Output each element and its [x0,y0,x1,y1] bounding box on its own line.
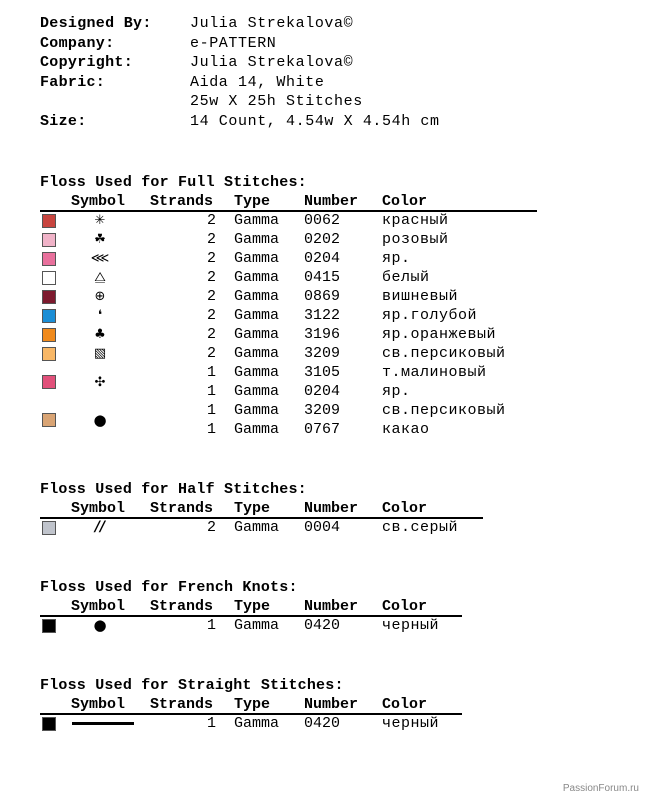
floss-color: красный [382,212,449,229]
info-label [40,92,190,112]
section-title: Floss Used for Half Stitches: [40,481,307,498]
floss-strands: 2 [206,212,216,229]
info-value: Julia Strekalova© [190,15,354,32]
asterisk-icon: ✳ [94,213,106,228]
floss-strands: 2 [206,231,216,248]
header-strands: Strands [150,193,214,210]
floss-line [40,287,459,306]
header-type: Type [234,598,271,615]
floss-number: 0420 [304,715,341,732]
floss-color: белый [382,269,430,286]
header-type: Type [234,696,271,713]
header-type: Type [234,500,271,517]
floss-number: 0202 [304,231,341,248]
floss-number: 3122 [304,307,341,324]
floss-row [40,714,440,733]
header-color: Color [382,598,428,615]
floss-row [40,268,430,287]
floss-strands: 2 [206,250,216,267]
floss-type: Gamma [234,231,280,248]
floss-line [40,230,449,249]
floss-color: яр. [382,250,411,267]
floss-row [40,306,478,325]
floss-row [40,616,440,635]
info-row [40,73,440,93]
floss-color: св.персиковый [382,345,506,362]
watermark: PassionForum.ru [562,783,639,794]
floss-row [40,344,506,363]
floss-number: 0420 [304,617,341,634]
floss-color: яр. [382,383,411,400]
floss-line [40,363,487,382]
table-header [40,597,428,616]
floss-strands: 1 [206,617,216,634]
info-row [40,92,440,112]
french-knots-section [40,578,440,635]
floss-number: 0767 [304,421,341,438]
pattern-info [40,14,440,132]
comma-icon: ❛ [97,308,103,323]
info-label: Company: [40,34,115,52]
floss-line [40,382,411,401]
floss-number: 0415 [304,269,341,286]
table-header [40,499,428,518]
header-strands: Strands [150,500,214,517]
floss-line [40,325,497,344]
floss-line [40,518,459,537]
info-value: 14 Count, 4.54w X 4.54h cm [190,112,440,130]
floss-color: какао [382,421,430,438]
triple-arrow-icon: ⋘ [90,251,110,266]
header-symbol: Symbol [71,500,126,517]
floss-strands: 1 [206,715,216,732]
info-label: Fabric: [40,73,106,91]
floss-type: Gamma [234,715,280,732]
table-header [40,695,428,714]
header-number: Number [304,500,359,517]
floss-row [40,401,506,439]
floss-type: Gamma [234,288,280,305]
floss-number: 0004 [304,519,341,536]
floss-number: 3209 [304,402,341,419]
floss-line [40,420,430,439]
floss-row [40,230,449,249]
floss-row [40,518,459,537]
floss-type: Gamma [234,519,280,536]
half-stitches-section [40,480,459,537]
table-header [40,192,428,211]
four-arrows-icon: ✣ [94,374,106,390]
header-color: Color [382,696,428,713]
floss-row [40,211,449,230]
triangle-icon: ⧋ [94,270,106,285]
header-symbol: Symbol [71,696,126,713]
hatched-square-icon: ▧ [93,346,107,361]
floss-color: яр.оранжевый [382,326,497,343]
floss-type: Gamma [234,345,280,362]
floss-line [40,306,478,325]
section-title: Floss Used for Full Stitches: [40,174,307,191]
floss-number: 0204 [304,383,341,400]
floss-strands: 1 [206,421,216,438]
floss-color: вишневый [382,288,459,305]
floss-strands: 1 [206,383,216,400]
floss-color: черный [382,617,440,634]
floss-row [40,287,459,306]
floss-row [40,325,497,344]
straight-stitches-section [40,676,440,733]
info-row [40,112,440,132]
floss-type: Gamma [234,617,280,634]
floss-number: 0062 [304,212,341,229]
header-symbol: Symbol [71,193,126,210]
floss-color: яр.голубой [382,307,478,324]
floss-type: Gamma [234,326,280,343]
floss-strands: 2 [206,345,216,362]
floss-strands: 2 [206,307,216,324]
info-value: Julia Strekalova© [190,54,354,72]
floss-strands: 2 [206,519,216,536]
header-number: Number [304,696,359,713]
section-title: Floss Used for French Knots: [40,579,298,596]
floss-line [40,268,430,287]
info-row [40,53,440,73]
floss-number: 3196 [304,326,341,343]
floss-line [40,211,449,230]
header-strands: Strands [150,598,214,615]
header-symbol: Symbol [71,598,126,615]
floss-strands: 1 [206,364,216,381]
header-type: Type [234,193,271,210]
section-title: Floss Used for Straight Stitches: [40,677,344,694]
floss-type: Gamma [234,421,280,438]
floss-type: Gamma [234,383,280,400]
info-value: Aida 14, White [190,73,325,91]
floss-type: Gamma [234,212,280,229]
floss-number: 0204 [304,250,341,267]
floss-line [40,344,506,363]
floss-number: 0869 [304,288,341,305]
floss-color: черный [382,715,440,732]
circle-plus-icon: ⊕ [94,289,106,304]
info-label: Designed By: [40,15,152,32]
floss-strands: 2 [206,269,216,286]
header-number: Number [304,598,359,615]
floss-color: розовый [382,231,449,248]
floss-line [40,714,440,733]
floss-type: Gamma [234,269,280,286]
floss-strands: 2 [206,288,216,305]
header-strands: Strands [150,696,214,713]
floss-type: Gamma [234,402,280,419]
floss-type: Gamma [234,364,280,381]
club-icon: ♣ [94,327,106,342]
floss-number: 3105 [304,364,341,381]
floss-strands: 1 [206,402,216,419]
trefoil-icon: ☘ [94,232,106,247]
floss-strands: 2 [206,326,216,343]
info-row [40,34,440,54]
header-number: Number [304,193,359,210]
floss-type: Gamma [234,250,280,267]
floss-color: св.персиковый [382,402,506,419]
dot-icon: ● [93,410,107,429]
info-label: Copyright: [40,54,134,72]
info-value: 25w X 25h Stitches [190,93,363,111]
dot-icon: ● [93,616,107,634]
floss-color: св.серый [382,519,459,536]
header-color: Color [382,500,428,517]
floss-type: Gamma [234,307,280,324]
floss-line [40,249,411,268]
info-label: Size: [40,112,87,130]
floss-color: т.малиновый [382,364,487,381]
floss-number: 3209 [304,345,341,362]
full-stitches-section [40,173,506,439]
info-value: e-PATTERN [190,34,277,52]
floss-line [40,616,440,635]
header-color: Color [382,193,428,210]
floss-row [40,249,411,268]
double-slash-icon: // [94,519,106,535]
floss-row [40,363,487,401]
floss-line [40,401,506,420]
info-row [40,14,440,34]
